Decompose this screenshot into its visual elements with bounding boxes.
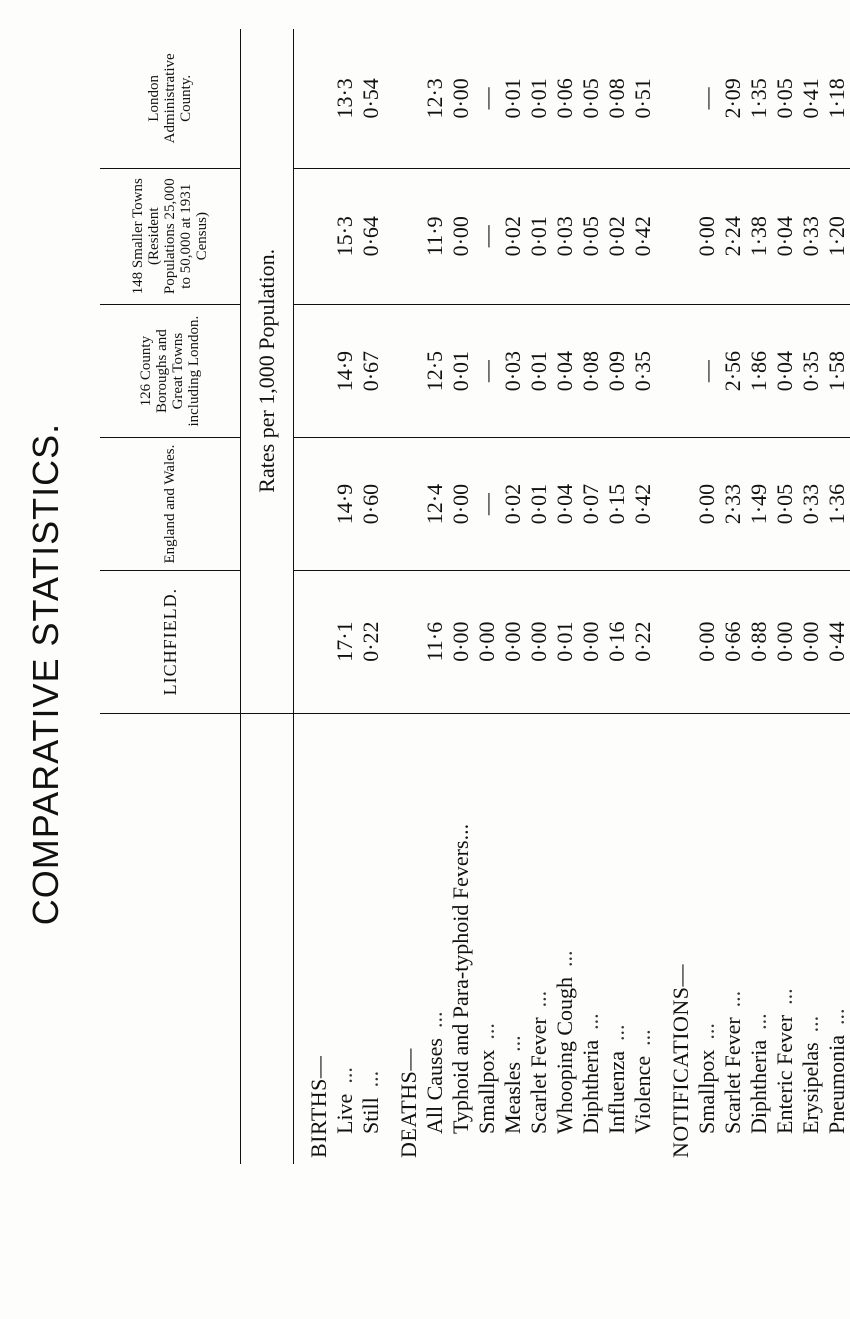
cell: 0·42 xyxy=(630,438,656,570)
cell: 0·01 xyxy=(526,304,552,438)
table-row xyxy=(358,29,384,1164)
table-row xyxy=(526,29,552,1164)
cell: 0·42 xyxy=(630,168,656,304)
cell: 0·00 xyxy=(448,438,474,570)
cell: 12·5 xyxy=(422,304,448,438)
row-label: Influenza xyxy=(604,1050,629,1134)
cell: 1·58 xyxy=(824,304,850,438)
row-dots: ... xyxy=(630,1029,655,1046)
cell: 0·01 xyxy=(526,438,552,570)
cell: 17·1 xyxy=(332,570,358,713)
row-label: All Causes xyxy=(422,1038,447,1134)
table-row xyxy=(798,29,824,1164)
label-header xyxy=(100,713,241,1164)
deaths-heading-row xyxy=(396,29,422,1164)
cell: 0·22 xyxy=(358,570,384,713)
cell: 0·00 xyxy=(448,168,474,304)
cell: — xyxy=(474,438,500,570)
births-heading-row xyxy=(306,29,332,1164)
row-label: Erysipelas xyxy=(798,1042,823,1134)
cell: 0·33 xyxy=(798,438,824,570)
row-label: Diphtheria xyxy=(578,1039,603,1134)
table-row xyxy=(746,29,772,1164)
cell: 0·00 xyxy=(578,570,604,713)
cell: — xyxy=(474,304,500,438)
cell: 0·01 xyxy=(526,78,551,119)
row-label: Pneumonia xyxy=(824,1035,849,1134)
cell: 0·07 xyxy=(578,438,604,570)
cell: 1·49 xyxy=(746,438,772,570)
cell: — xyxy=(474,168,500,304)
row-label: Whooping Cough xyxy=(552,976,577,1134)
cell: 0·00 xyxy=(448,78,473,119)
cell: 15·3 xyxy=(332,168,358,304)
table-row xyxy=(720,29,746,1164)
row-dots: ... xyxy=(474,1023,499,1040)
cell: 0·66 xyxy=(720,570,746,713)
cell: 0·33 xyxy=(798,168,824,304)
cell: 0·01 xyxy=(500,78,525,119)
cell: 0·04 xyxy=(552,304,578,438)
table-row xyxy=(824,29,850,1164)
cell: 0·04 xyxy=(772,168,798,304)
cell: 0·09 xyxy=(604,304,630,438)
row-label: Live xyxy=(332,1093,357,1134)
header-row xyxy=(100,29,241,1164)
cell: 1·20 xyxy=(824,168,850,304)
row-dots: ... xyxy=(422,1011,447,1029)
cell: 0·05 xyxy=(772,78,797,119)
cell: 14·9 xyxy=(332,304,358,438)
column-header-england-wales: England and Wales. xyxy=(100,438,241,570)
cell: 0·03 xyxy=(500,304,526,438)
column-header-county-boroughs: 126 County Boroughs and Great Towns including London. xyxy=(100,304,241,438)
statistics-table xyxy=(100,29,850,1164)
row-label: Violence xyxy=(630,1055,655,1134)
cell: 0·02 xyxy=(604,168,630,304)
column-header-london: London Administrative County. xyxy=(146,53,194,144)
cell: 0·00 xyxy=(474,570,500,713)
cell: 0·00 xyxy=(694,168,720,304)
cell: 0·44 xyxy=(824,570,850,713)
cell: 0·08 xyxy=(604,78,629,119)
notifications-rows xyxy=(694,29,850,1164)
table-row xyxy=(604,29,630,1164)
cell: 0·01 xyxy=(526,168,552,304)
row-dots: ... xyxy=(552,950,577,967)
cell: 0·01 xyxy=(552,570,578,713)
cell: 2·09 xyxy=(720,78,745,119)
row-dots: ... xyxy=(772,988,797,1005)
table-row xyxy=(630,29,656,1164)
row-label: Enteric Fever xyxy=(772,1014,797,1134)
cell: 0·16 xyxy=(604,570,630,713)
cell: 0·15 xyxy=(604,438,630,570)
cell: 0·00 xyxy=(526,570,552,713)
row-label: Smallpox xyxy=(694,1049,719,1134)
cell: 0·67 xyxy=(358,304,384,438)
table-row xyxy=(474,29,500,1164)
cell: 1·36 xyxy=(824,438,850,570)
row-dots: ... xyxy=(358,1070,383,1088)
table-row xyxy=(694,29,720,1164)
row-dots: ... xyxy=(746,1013,771,1030)
row-dots: ... xyxy=(604,1024,629,1041)
notifications-heading-row xyxy=(668,29,694,1164)
row-label: Scarlet Fever xyxy=(720,1017,745,1134)
cell: 1·86 xyxy=(746,304,772,438)
cell: 0·00 xyxy=(694,570,720,713)
cell: 0·05 xyxy=(578,78,603,119)
row-dots: ... xyxy=(500,1035,525,1052)
row-dots: ... xyxy=(798,1015,823,1033)
row-dots: ... xyxy=(824,1008,849,1025)
row-dots: ... xyxy=(720,990,745,1008)
row-label: Scarlet Fever xyxy=(526,1017,551,1134)
row-label: Still xyxy=(358,1097,383,1134)
cell: 12·3 xyxy=(422,78,447,119)
table-row xyxy=(772,29,798,1164)
cell: 0·05 xyxy=(578,168,604,304)
cell: 0·22 xyxy=(630,570,656,713)
table-row xyxy=(332,29,358,1164)
cell: 0·02 xyxy=(500,168,526,304)
cell: 0·00 xyxy=(772,570,798,713)
row-label: Typhoid and Para-typhoid Fevers... xyxy=(448,823,473,1134)
notifications-heading: NOTIFICATIONS— xyxy=(668,713,694,1164)
deaths-heading: DEATHS— xyxy=(396,713,422,1164)
cell: — xyxy=(694,87,719,110)
table-row xyxy=(552,29,578,1164)
cell: 0·41 xyxy=(798,78,823,119)
cell: 0·04 xyxy=(552,438,578,570)
cell: 2·56 xyxy=(720,304,746,438)
column-header-smaller-towns: 148 Smaller Towns (Resident Populations 25,000 to 50,000 at 1931 Census) xyxy=(100,168,241,304)
rates-caption: Rates per 1,000 Population. xyxy=(241,29,294,713)
cell: 0·06 xyxy=(552,78,577,119)
cell: 0·35 xyxy=(630,304,656,438)
cell: 0·54 xyxy=(358,78,383,119)
row-dots: ... xyxy=(332,1067,357,1084)
cell: 0·64 xyxy=(358,168,384,304)
row-dots: ... xyxy=(578,1013,603,1030)
cell: 0·03 xyxy=(552,168,578,304)
cell: 1·18 xyxy=(824,78,849,119)
deaths-rows xyxy=(422,29,656,1164)
row-label: Measles xyxy=(500,1061,525,1134)
cell: 0·00 xyxy=(448,570,474,713)
cell: 0·60 xyxy=(358,438,384,570)
cell: 0·02 xyxy=(500,438,526,570)
row-label: Diphtheria xyxy=(746,1039,771,1134)
table-row xyxy=(500,29,526,1164)
cell: 13·3 xyxy=(332,78,357,119)
cell: 0·00 xyxy=(798,570,824,713)
page-title: COMPARATIVE STATISTICS. xyxy=(25,422,66,926)
cell: 12·4 xyxy=(422,438,448,570)
cell: 2·24 xyxy=(720,168,746,304)
cell: 0·01 xyxy=(448,304,474,438)
cell: 0·04 xyxy=(772,304,798,438)
cell: 11·9 xyxy=(422,168,448,304)
table-row xyxy=(422,29,448,1164)
cell: 2·33 xyxy=(720,438,746,570)
cell: 0·08 xyxy=(578,304,604,438)
table-row xyxy=(578,29,604,1164)
cell: 0·00 xyxy=(500,570,526,713)
rates-row xyxy=(241,29,294,1164)
cell: 1·35 xyxy=(746,78,771,119)
cell: 11·6 xyxy=(422,570,448,713)
row-dots: ... xyxy=(694,1023,719,1040)
column-header-lichfield: LICHFIELD. xyxy=(100,570,241,713)
cell: 1·38 xyxy=(746,168,772,304)
row-dots: ... xyxy=(526,990,551,1008)
cell: 0·51 xyxy=(630,78,655,119)
cell: — xyxy=(474,87,499,110)
rates-blank xyxy=(241,713,294,1164)
cell: — xyxy=(694,304,720,438)
cell: 0·00 xyxy=(694,438,720,570)
births-heading: BIRTHS— xyxy=(306,713,332,1164)
cell: 0·35 xyxy=(798,304,824,438)
cell: 0·88 xyxy=(746,570,772,713)
cell: 14·9 xyxy=(332,438,358,570)
cell: 0·05 xyxy=(772,438,798,570)
row-label: Smallpox xyxy=(474,1049,499,1134)
table-row xyxy=(448,29,474,1164)
